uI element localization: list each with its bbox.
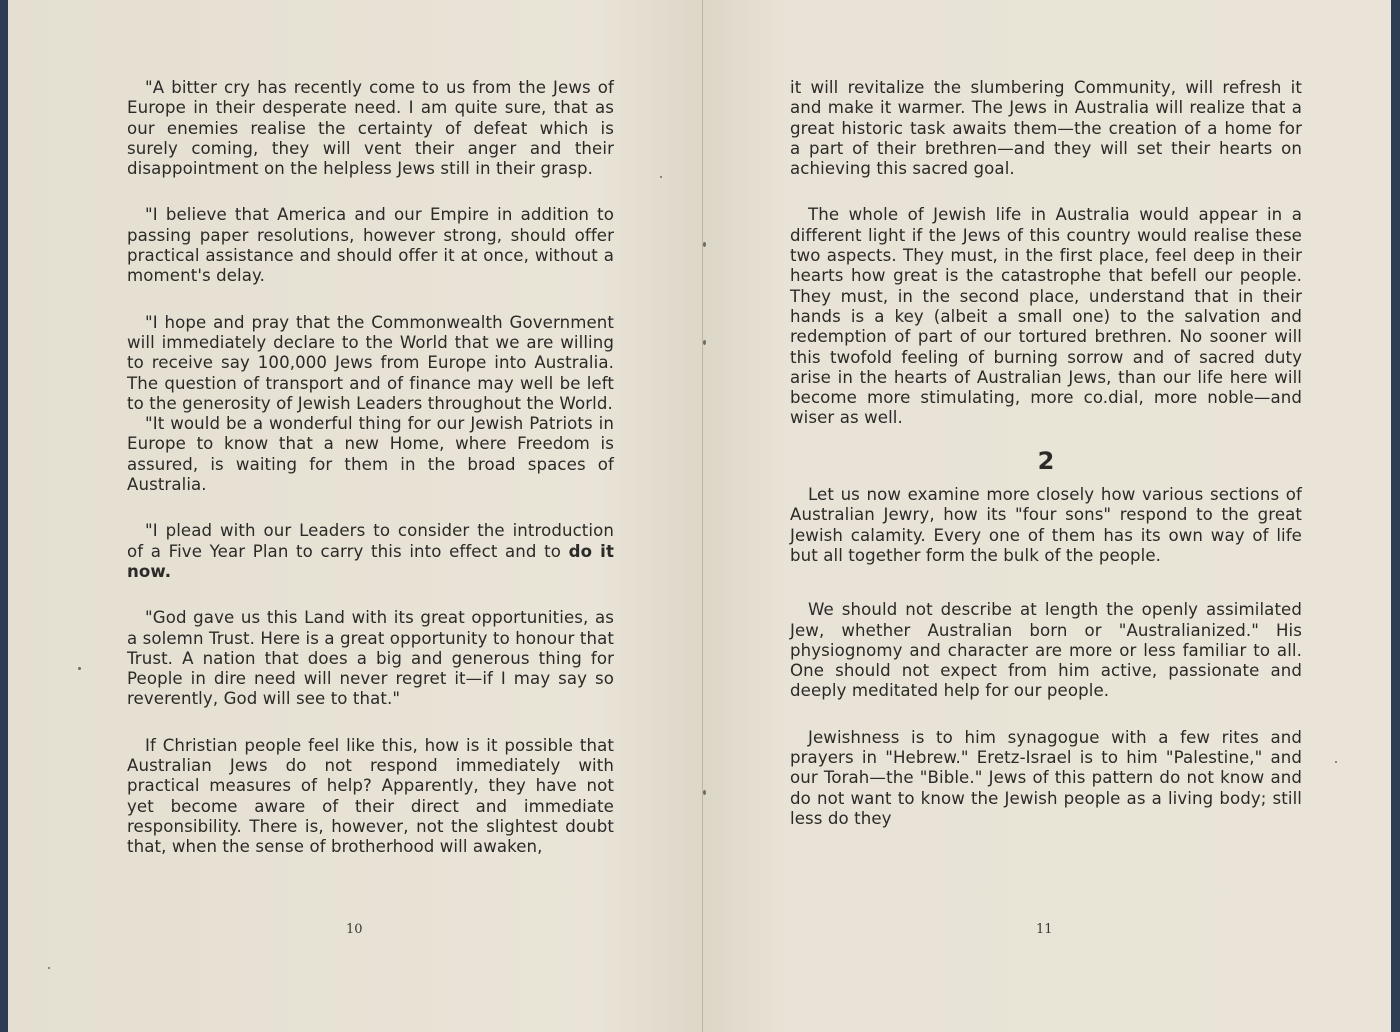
plea-text: "I plead with our Leaders to consider the introduction of a Five Year Plan to carry this into effect and to <box>127 521 614 561</box>
left-page <box>8 0 703 1032</box>
left-page-text <box>127 78 614 858</box>
paper-speck <box>703 790 706 795</box>
paper-speck <box>703 242 706 247</box>
right-page <box>703 0 1391 1032</box>
paper-speck <box>660 176 662 178</box>
page-number: 10 <box>346 922 363 937</box>
paragraph: "God gave us this Land with its great opportunities, as a solemn Trust. Here is a great opportunity to honour that Trust. A nation that does a big and generous thing for People in dire need will never regret it—if I may say so reverently, God will see to that." <box>127 608 614 709</box>
right-page-text <box>790 78 1302 829</box>
page-number: 11 <box>1036 922 1053 937</box>
paper-speck <box>1335 761 1337 763</box>
paper-speck <box>78 667 81 670</box>
paragraph: If Christian people feel like this, how is it possible that Australian Jews do not respond immediately with practical measures of help? Apparently, they have not yet become aware of their direct and immediate responsibility. There is, however, not the slightest doubt that, when the sense of brotherhood will awaken, <box>127 735 614 857</box>
paragraph: We should not describe at length the openly assimilated Jew, whether Australian born or "Australianized." His physiognomy and character are more or less familiar to all. One should not expect from him active, passionate and deeply meditated help for our people. <box>790 600 1302 701</box>
section-number: 2 <box>1037 446 1055 475</box>
paragraph: Jewishness is to him synagogue with a few rites and prayers in "Hebrew." Eretz-Israel is to him "Palestine," and our Torah—the "Bible." Jews of this pattern do not know and do not want to know the Jewish people as a living body; still less do they <box>790 727 1302 828</box>
paragraph <box>127 521 614 582</box>
paragraph: "It would be a wonderful thing for our Jewish Patriots in Europe to know that a new Home, where Freedom is assured, is waiting for them in the broad spaces of Australia. <box>127 414 614 495</box>
paragraph: "A bitter cry has recently come to us from the Jews of Europe in their desperate need. I am quite sure, that as our enemies realise the certainty of defeat which is surely coming, they will vent their anger and their disappointment on the helpless Jews still in their grasp. <box>127 78 614 179</box>
paragraph: Let us now examine more closely how various sections of Australian Jewry, how its "four sons" respond to the great Jewish calamity. Every one of them has its own way of life but all together form the bulk of the people. <box>790 485 1302 565</box>
paper-speck <box>703 340 706 345</box>
paragraph: it will revitalize the slumbering Community, will refresh it and make it warmer. The Jews in Australia will realize that a great historic task awaits them—the creation of a home for a part of their brethren—and they will set their hearts on achieving this sacred goal. <box>790 78 1302 179</box>
plea-bold: do it now. <box>127 541 614 581</box>
paragraph: "I believe that America and our Empire in addition to passing paper resolutions, however strong, should offer practical assistance and should offer it at once, without a moment's delay. <box>127 205 614 286</box>
paragraph: The whole of Jewish life in Australia would appear in a different light if the Jews of this country would realise these two aspects. They must, in the first place, feel deep in their hearts how great is the catastrophe that befell our people. They must, in the second place, understand that in their hands is a key (albeit a small one) to the salvation and redemption of part of our tortured brethren. No sooner will this twofold feeling of burning sorrow and of sacred duty arise in the hearts of Australian Jews, than our life here will become more stimulating, more co.dial, more noble—and wiser as well. <box>790 205 1302 428</box>
paragraph: "I hope and pray that the Commonwealth Government will immediately declare to the World that we are willing to receive say 100,000 Jews from Europe into Australia. The question of transport and of finance may well be left to the generosity of Jewish Leaders throughout the World. <box>127 312 614 413</box>
paper-speck <box>48 967 50 969</box>
